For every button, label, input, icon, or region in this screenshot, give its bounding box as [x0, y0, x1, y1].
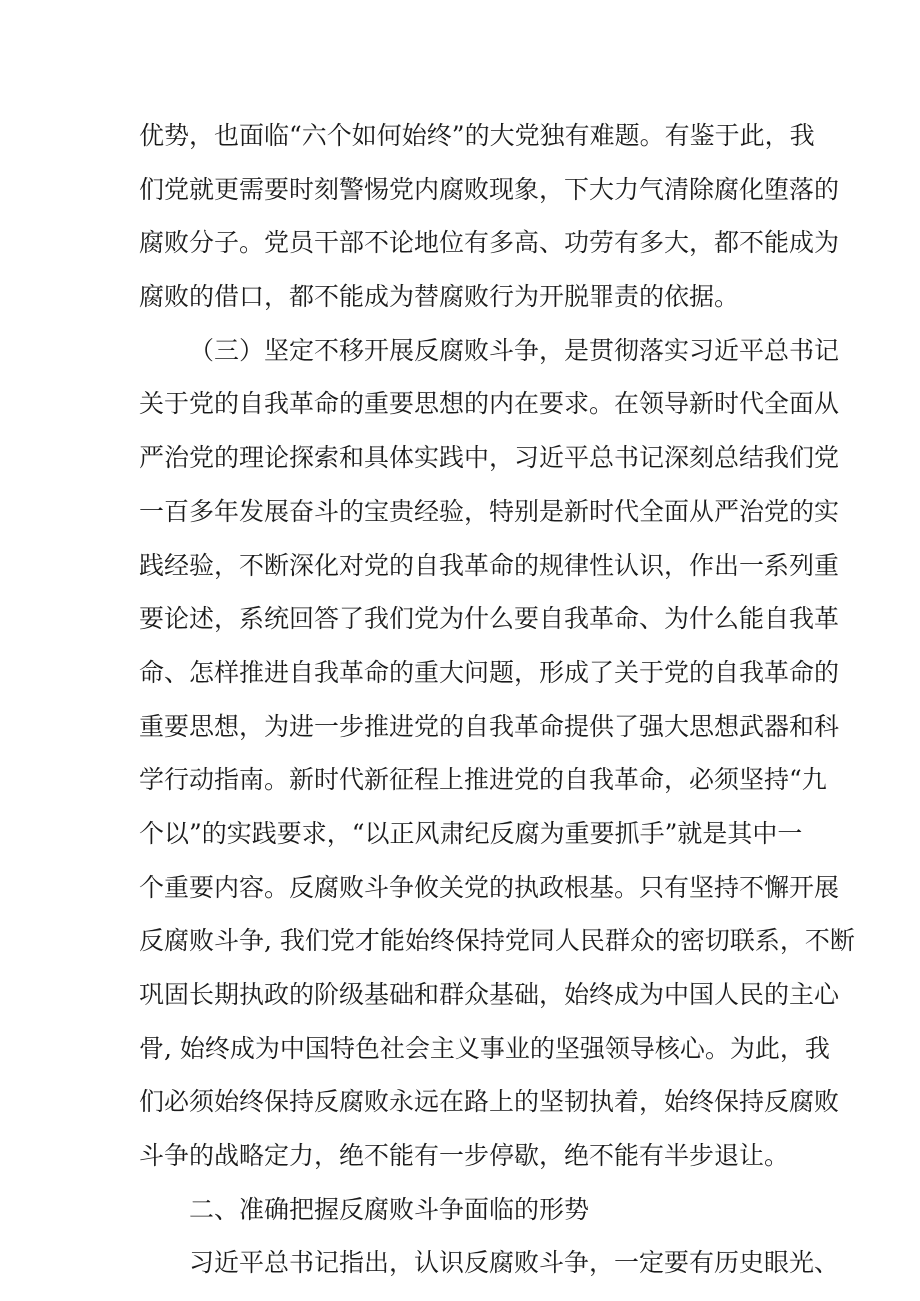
text-line: 要论述，系统回答了我们党为什么要自我革命、为什么能自我革: [139, 604, 840, 634]
text-line: 反腐败斗争, 我们党才能始终保持党同人民群众的密切联系，不断: [139, 926, 855, 956]
text-line: 严治党的理论探索和具体实践中，习近平总书记深刻总结我们党: [139, 443, 840, 473]
text-line: 践经验，不断深化对党的自我革命的规律性认识，作出一系列重: [139, 550, 840, 580]
body-text: [139, 109, 855, 1290]
section-title: 二、准确把握反腐败斗争面临的形势: [189, 1194, 590, 1224]
text-line: 个重要内容。反腐败斗争攸关党的执政根基。只有坚持不懈开展: [139, 872, 840, 902]
text-line: 腐败的借口，都不能成为替腐败行为开脱罪责的依据。: [139, 282, 740, 312]
text-line: 学行动指南。新时代新征程上推进党的自我革命，必须坚持“九: [139, 765, 827, 795]
text-line: 巩固长期执政的阶级基础和群众基础，始终成为中国人民的主心: [139, 980, 840, 1009]
text-line: 习近平总书记指出，认识反腐败斗争，一定要有历史眼光、: [189, 1248, 840, 1278]
text-line: 重要思想，为进一步推进党的自我革命提供了强大思想武器和科: [139, 711, 840, 741]
section-heading-line: （三）坚定不移开展反腐败斗争，是贯彻落实习近平总书记: [189, 335, 840, 365]
text-line: 一百多年发展奋斗的宝贵经验，特别是新时代全面从严治党的实: [139, 496, 840, 526]
text-line: 们必须始终保持反腐败永远在路上的坚韧执着，始终保持反腐败: [139, 1087, 840, 1117]
text-line: 个以”的实践要求，“以正风肃纪反腐为重要抓手”就是其中一: [139, 818, 803, 848]
text-line: 优势，也面临“六个如何始终”的大党独有难题。有鉴于此，我: [139, 121, 815, 150]
text-line: 骨, 始终成为中国特色社会主义事业的坚强领导核心。为此，我: [139, 1033, 830, 1063]
text-line: 腐败分子。党员干部不论地位有多高、功劳有多大，都不能成为: [139, 228, 840, 258]
text-line: 斗争的战略定力，绝不能有一步停歇，绝不能有半步退让。: [139, 1141, 790, 1171]
text-line: 们党就更需要时刻警惕党内腐败现象，下大力气清除腐化堕落的: [139, 174, 840, 204]
text-line: 命、怎样推进自我革命的重大问题，形成了关于党的自我革命的: [139, 657, 840, 687]
text-line: 关于党的自我革命的重要思想的内在要求。在领导新时代全面从: [139, 389, 840, 419]
